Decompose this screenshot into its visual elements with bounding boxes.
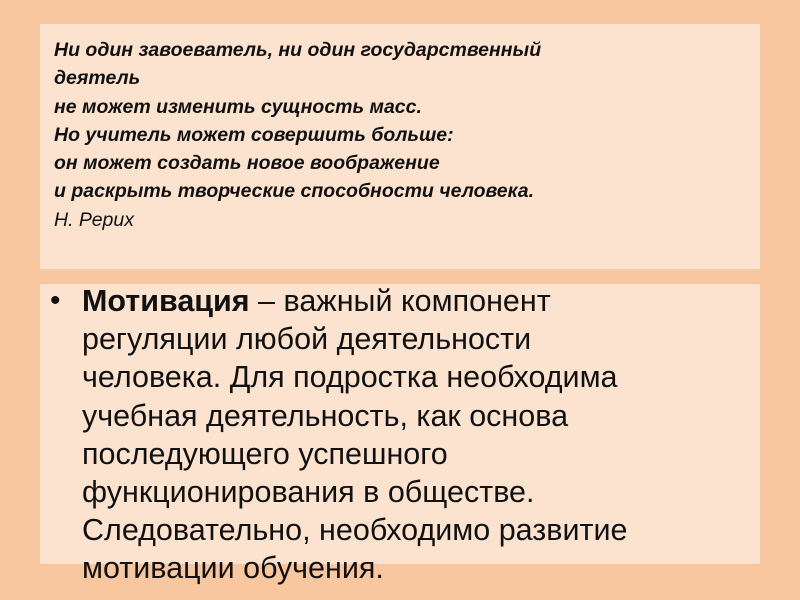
quote-line-2: деятель xyxy=(54,67,141,90)
body-line-5: последующего успешного xyxy=(82,436,448,471)
body-line-6: функционирования в обществе. xyxy=(82,475,535,510)
quote-author: Н. Рерих xyxy=(54,208,134,231)
body-line-7: Следовательно, необходимо развитие xyxy=(82,513,628,548)
body-line-1 xyxy=(82,282,750,320)
epigraph-quote-box xyxy=(40,24,760,269)
bullet-text xyxy=(82,282,750,588)
body-line-2: регуляции любой деятельности xyxy=(82,322,532,357)
quote-line-6: и раскрыть творческие способности человека. xyxy=(54,180,535,203)
body-line-4: учебная деятельность, как основа xyxy=(82,398,569,433)
bullet-icon: • xyxy=(50,284,61,317)
body-line-8: мотивации обучения. xyxy=(82,551,384,586)
bullet-item xyxy=(50,282,750,588)
quote-line-1: Ни один завоеватель, ни один государственный xyxy=(54,39,542,61)
body-term: Мотивация xyxy=(82,284,250,318)
body-line-3: человека. Для подростка необходима xyxy=(82,360,618,395)
quote-line-3: не может изменить сущность масс. xyxy=(54,95,422,118)
quote-line-4: Но учитель может совершить больше: xyxy=(54,123,454,146)
quote-line-5: он может создать новое воображение xyxy=(54,152,440,175)
body-line-1-rest: – важный компонент xyxy=(249,284,551,318)
